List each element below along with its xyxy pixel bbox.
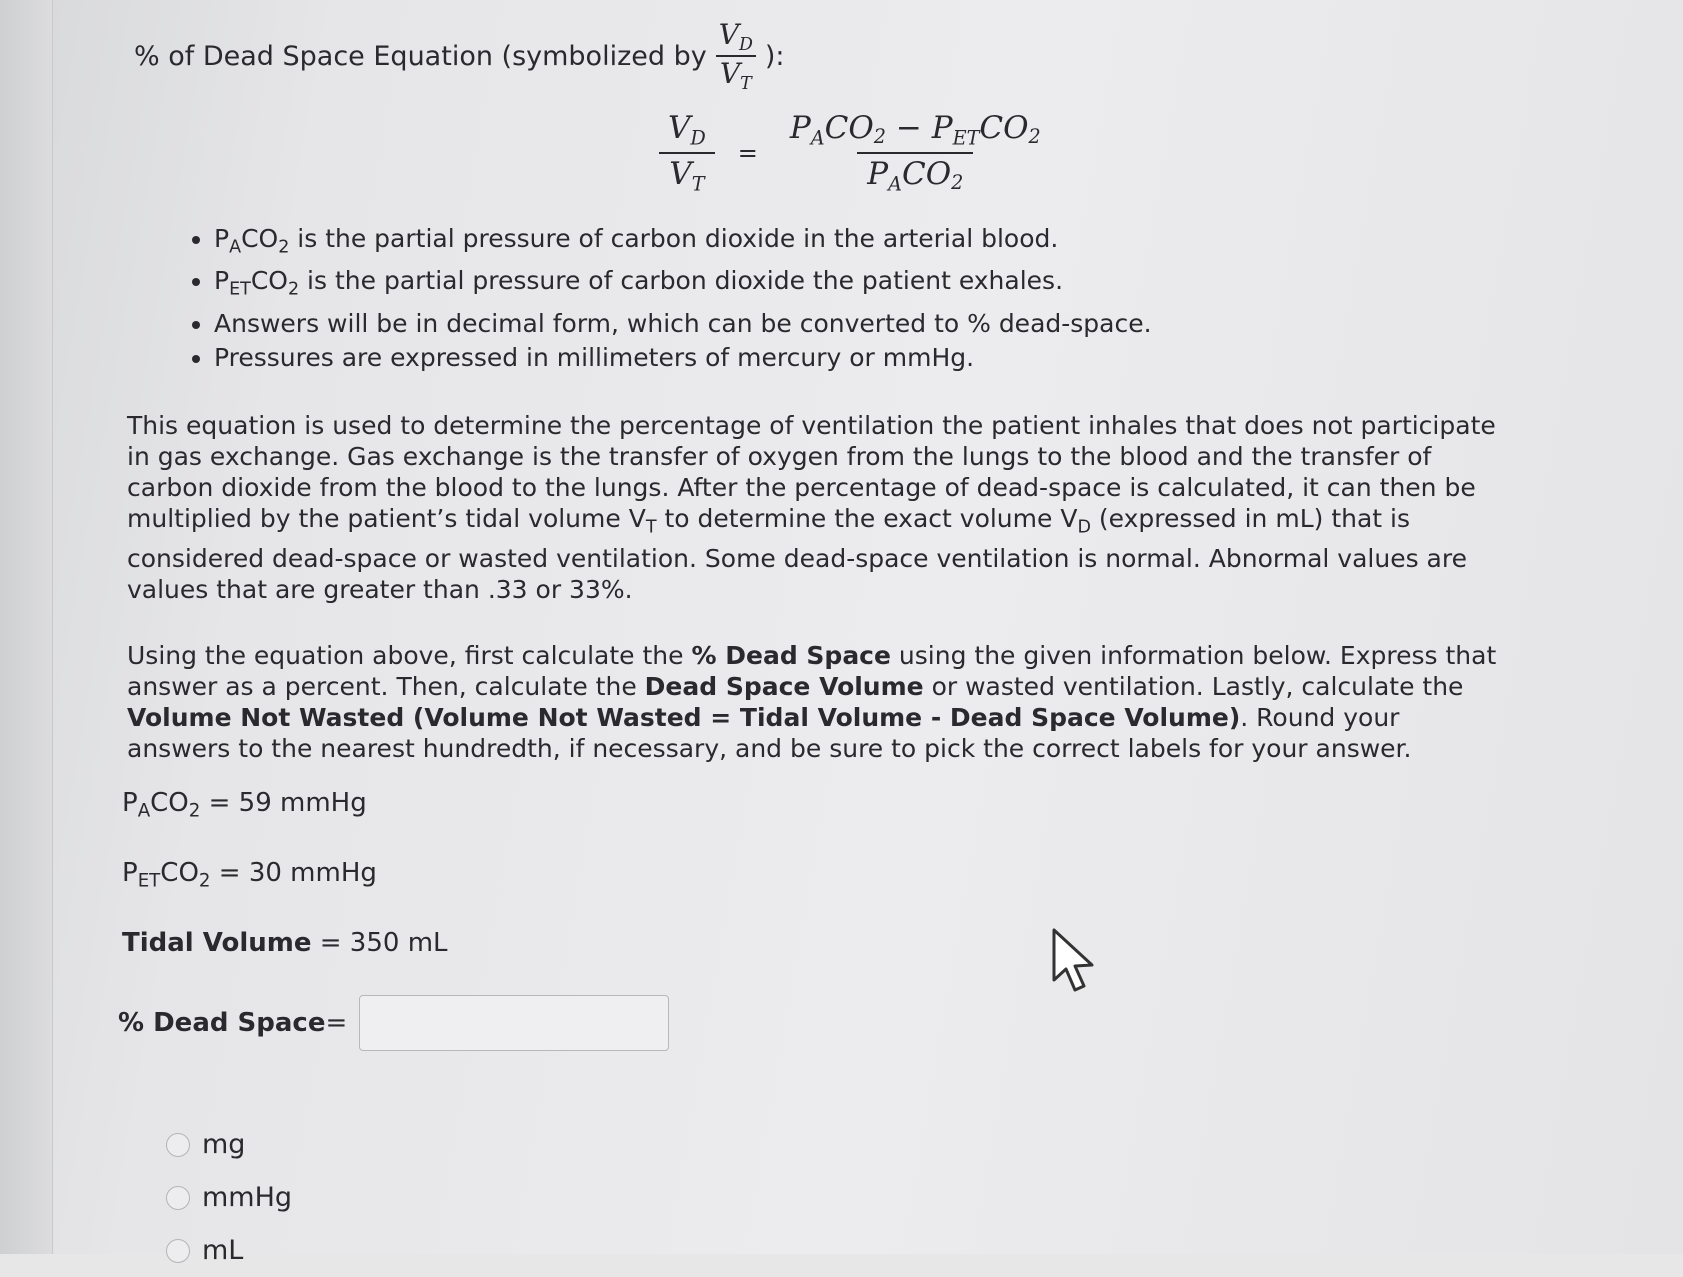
given-petco2 bbox=[122, 858, 377, 891]
para2-text-c: using the given information below. Express that answer as a percent. Then, calculate the bbox=[127, 641, 1497, 701]
given-petco2-symbol: P bbox=[122, 858, 138, 888]
unit-option-mmhg[interactable] bbox=[166, 1171, 292, 1224]
para1-text-c: (expressed in mL) that is considered dead-space or wasted ventilation. Some dead-space ventilation is normal. Abnormal values are values that are greater than .33 or 33%. bbox=[127, 504, 1467, 605]
given-tidal-volume bbox=[122, 928, 448, 958]
equation-lhs bbox=[658, 108, 716, 197]
para1-sub-t: T bbox=[645, 517, 657, 538]
rhs-num-b-rest: CO bbox=[979, 110, 1029, 146]
given-paco2-value: = 59 mmHg bbox=[200, 788, 367, 818]
given-petco2-sub: ET bbox=[137, 870, 161, 892]
rhs-num-a: P bbox=[789, 110, 811, 146]
radio-circle-icon[interactable] bbox=[166, 1133, 190, 1157]
heading-fraction bbox=[715, 18, 757, 94]
unit-option-ml[interactable] bbox=[166, 1224, 292, 1277]
note-symbol-mid: CO bbox=[241, 224, 279, 253]
given-paco2 bbox=[122, 788, 367, 821]
unit-label: mL bbox=[202, 1235, 244, 1266]
para2-text-a: Using the equation above, first calculate the bbox=[127, 641, 692, 670]
heading-frac-den: V bbox=[719, 57, 741, 91]
given-tidal-value: = 350 mL bbox=[311, 928, 448, 958]
given-petco2-sub2: 2 bbox=[198, 870, 211, 892]
given-petco2-value: = 30 mmHg bbox=[210, 858, 377, 888]
unit-label: mg bbox=[202, 1129, 246, 1160]
radio-circle-icon[interactable] bbox=[166, 1186, 190, 1210]
radio-circle-icon[interactable] bbox=[166, 1239, 190, 1263]
given-paco2-mid: CO bbox=[150, 788, 189, 818]
lhs-num: V bbox=[668, 110, 691, 146]
rhs-num-b-sub: ET bbox=[952, 126, 980, 150]
equation-heading bbox=[134, 18, 785, 94]
given-paco2-sub: A bbox=[137, 800, 151, 822]
given-tidal-label: Tidal Volume bbox=[122, 928, 312, 958]
note-symbol-sub: ET bbox=[229, 279, 251, 300]
given-petco2-mid: CO bbox=[160, 858, 199, 888]
rhs-den-rest: CO bbox=[902, 155, 952, 192]
heading-text: % of Dead Space Equation (symbolized by bbox=[134, 40, 707, 72]
rhs-den-sub2: 2 bbox=[951, 170, 964, 194]
instructions-paragraph bbox=[127, 640, 1507, 764]
para1-sub-d: D bbox=[1077, 517, 1091, 538]
note-symbol: P bbox=[214, 266, 230, 296]
para2-bold-dead-space: % Dead Space bbox=[691, 641, 891, 670]
rhs-den-sub: A bbox=[888, 172, 903, 196]
rhs-num-a-sub2: 2 bbox=[873, 124, 886, 148]
para1-text-a: This equation is used to determine the percentage of ventilation the patient inhales that does not participate in gas exchange. Gas exchange is the transfer of oxygen from the lungs to the blood and the transfer of carbon dioxide from the blood to the lungs. After the percentage of dead-space is calculated, it can then be multiplied by the patient’s tidal volume V bbox=[127, 411, 1496, 533]
notes-list bbox=[182, 222, 1152, 375]
note-text: Pressures are expressed in millimeters of mercury or mmHg. bbox=[214, 342, 975, 372]
heading-frac-num-sub: D bbox=[738, 35, 753, 56]
dead-space-equation bbox=[650, 108, 1059, 197]
para1-text-b: to determine the exact volume V bbox=[656, 504, 1078, 533]
mouse-pointer-icon bbox=[1052, 928, 1098, 994]
note-symbol-sub2: 2 bbox=[287, 279, 300, 300]
para2-bold-volume-not-wasted: Volume Not Wasted (Volume Not Wasted = Tidal Volume - Dead Space Volume) bbox=[127, 703, 1241, 732]
note-item bbox=[214, 307, 1152, 341]
equals-sign: = bbox=[737, 138, 758, 167]
rhs-num-b: P bbox=[931, 110, 953, 146]
explanation-paragraph bbox=[127, 410, 1507, 605]
dead-space-input[interactable] bbox=[359, 995, 669, 1051]
para2-text-e: . Round your answers to the nearest hundredth, if necessary, and be sure to pick the correct labels for your answer. bbox=[127, 703, 1412, 763]
given-paco2-sub2: 2 bbox=[188, 800, 201, 822]
dead-space-equals: = bbox=[325, 1008, 348, 1038]
given-paco2-symbol: P bbox=[122, 788, 138, 818]
lhs-den-sub: T bbox=[691, 172, 705, 196]
para2-bold-dead-space-volume: Dead Space Volume bbox=[644, 672, 924, 701]
rhs-num-b-sub2: 2 bbox=[1028, 124, 1041, 148]
rhs-num-a-rest: CO bbox=[824, 110, 874, 146]
equation-rhs bbox=[780, 108, 1051, 197]
note-symbol-sub2: 2 bbox=[278, 237, 290, 258]
note-text: is the partial pressure of carbon dioxide in the arterial blood. bbox=[289, 224, 1059, 253]
lhs-num-sub: D bbox=[690, 126, 706, 150]
note-item bbox=[214, 264, 1152, 306]
heading-frac-den-sub: T bbox=[740, 74, 752, 95]
note-symbol-sub: A bbox=[229, 237, 242, 258]
para2-text-d: or wasted ventilation. Lastly, calculate the bbox=[923, 672, 1464, 701]
dead-space-label: % Dead Space bbox=[118, 1008, 326, 1038]
heading-frac-num: V bbox=[718, 18, 739, 51]
rhs-num-a-sub: A bbox=[810, 126, 825, 150]
note-item bbox=[214, 341, 1152, 375]
note-symbol-mid: CO bbox=[250, 266, 288, 296]
unit-options bbox=[166, 1118, 292, 1277]
note-item bbox=[214, 222, 1152, 264]
rhs-den: P bbox=[867, 155, 889, 192]
unit-option-mg[interactable] bbox=[166, 1118, 292, 1171]
note-symbol: P bbox=[214, 224, 230, 253]
dead-space-answer-row bbox=[118, 995, 669, 1051]
minus-sign: − bbox=[895, 110, 922, 146]
lhs-den: V bbox=[669, 155, 692, 192]
note-text: Answers will be in decimal form, which can be converted to % dead-space. bbox=[214, 308, 1152, 338]
note-text: is the partial pressure of carbon dioxide the patient exhales. bbox=[299, 266, 1064, 296]
heading-suffix: ): bbox=[764, 40, 785, 72]
unit-label: mmHg bbox=[202, 1182, 293, 1213]
